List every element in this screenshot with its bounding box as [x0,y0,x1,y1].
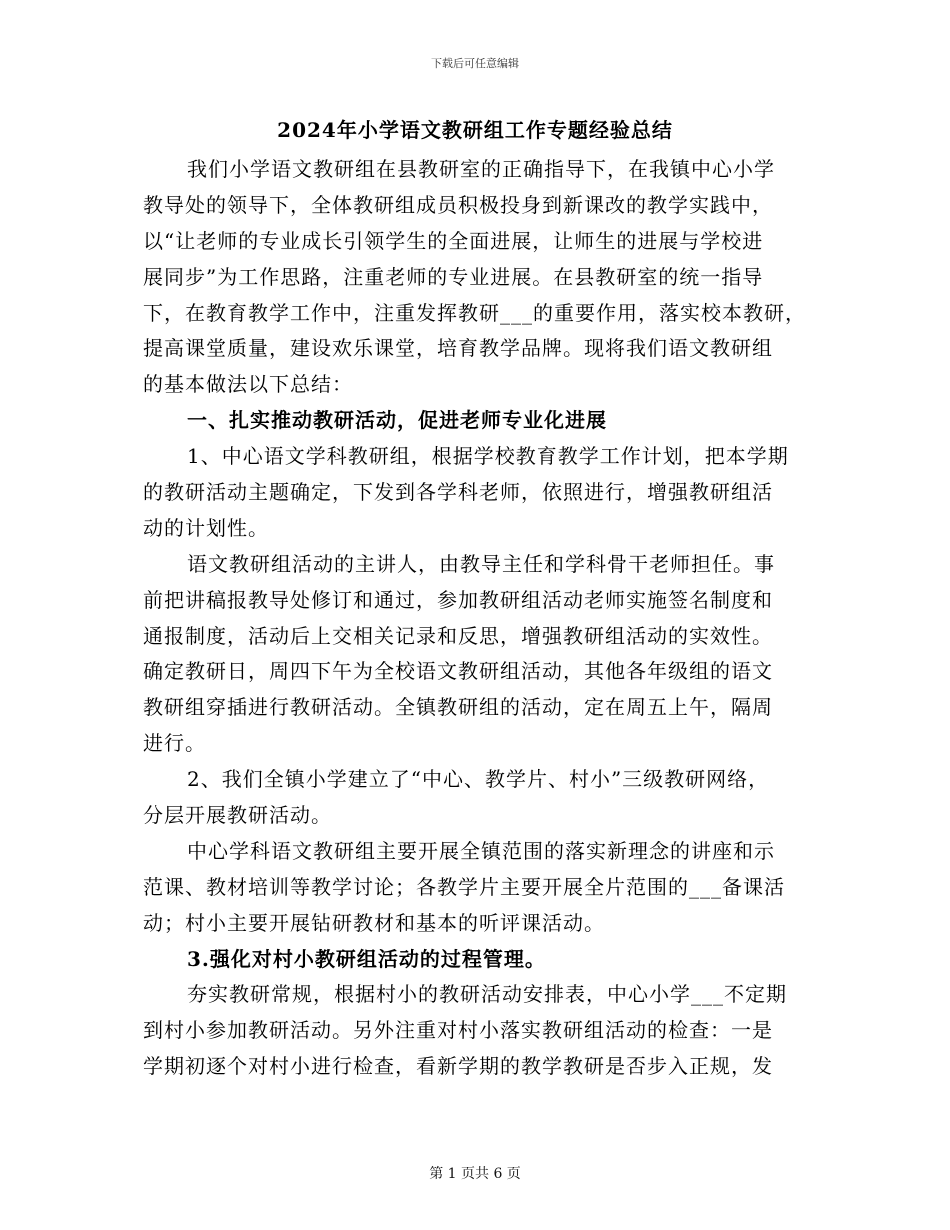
paragraph-line: 分层开展教研活动。 [143,803,332,828]
page-header: 下载后可任意编辑 [431,57,519,70]
paragraph-line: 2、我们全镇小学建立了“中心、教学片、村小”三级教研网络， [187,767,770,792]
page-footer: 第 1 页共 6 页 [429,1166,521,1182]
paragraph-line: 以“让老师的专业成长引领学生的全面进展，让师生的进展与学校进 [143,228,764,253]
paragraph-line: 下，在教育教学工作中，注重发挥教研___的重要作用，落实校本教研， [143,300,806,325]
paragraph-line: 语文教研组活动的主讲人，由教导主任和学科骨干老师担任。事 [187,551,775,576]
paragraph-line: 通报制度，活动后上交相关记录和反思，增强教研组活动的实效性。 [143,623,773,648]
section-heading-line: 一、扎实推动教研活动，促进老师专业化进展 [187,408,607,433]
paragraph-line: 前把讲稿报教导处修订和通过，参加教研组活动老师实施签名制度和 [143,587,773,612]
paragraph-line: 范课、教材培训等教学讨论；各教学片主要开展全片范围的___备课活 [143,874,785,899]
paragraph-line: 教导处的领导下，全体教研组成员积极投身到新课改的教学实践中， [143,192,773,217]
paragraph-line: 1、中心语文学科教研组，根据学校教育教学工作计划，把本学期 [187,444,789,469]
paragraph-line: 动；村小主要开展钻研教材和基本的听评课活动。 [143,910,605,935]
paragraph-line: 中心学科语文教研组主要开展全镇范围的落实新理念的讲座和示 [187,838,775,863]
paragraph-line: 的基本做法以下总结： [143,372,353,397]
paragraph-line: 到村小参加教研活动。另外注重对村小落实教研组活动的检查：一是 [143,1018,773,1043]
paragraph-line: 我们小学语文教研组在县教研室的正确指导下，在我镇中心小学 [187,157,775,181]
paragraph-line: 进行。 [143,731,206,756]
paragraph-line: 确定教研日，周四下午为全校语文教研组活动，其他各年级组的语文 [143,659,773,684]
paragraph-line: 教研组穿插进行教研活动。全镇教研组的活动，定在周五上午，隔周 [143,695,773,720]
paragraph-line: 学期初逐个对村小进行检查，看新学期的教学教研是否步入正规，发 [143,1054,773,1079]
paragraph-line: 提高课堂质量，建设欢乐课堂，培育教学品牌。现将我们语文教研组 [143,336,773,361]
paragraph-line: 展同步”为工作思路，注重老师的专业进展。在县教研室的统一指导 [143,264,764,289]
paragraph-line: 的教研活动主题确定，下发到各学科老师，依照进行，增强教研组活 [143,480,773,505]
paragraph-line: 夯实教研常规，根据村小的教研活动安排表，中心小学___不定期 [187,982,787,1007]
section-heading-line: 3.强化对村小教研组活动的过程管理。 [187,946,546,971]
paragraph-line: 动的计划性。 [143,515,269,540]
document-body [143,152,811,1085]
document-title: 2024年小学语文教研组工作专题经验总结 [277,118,673,142]
